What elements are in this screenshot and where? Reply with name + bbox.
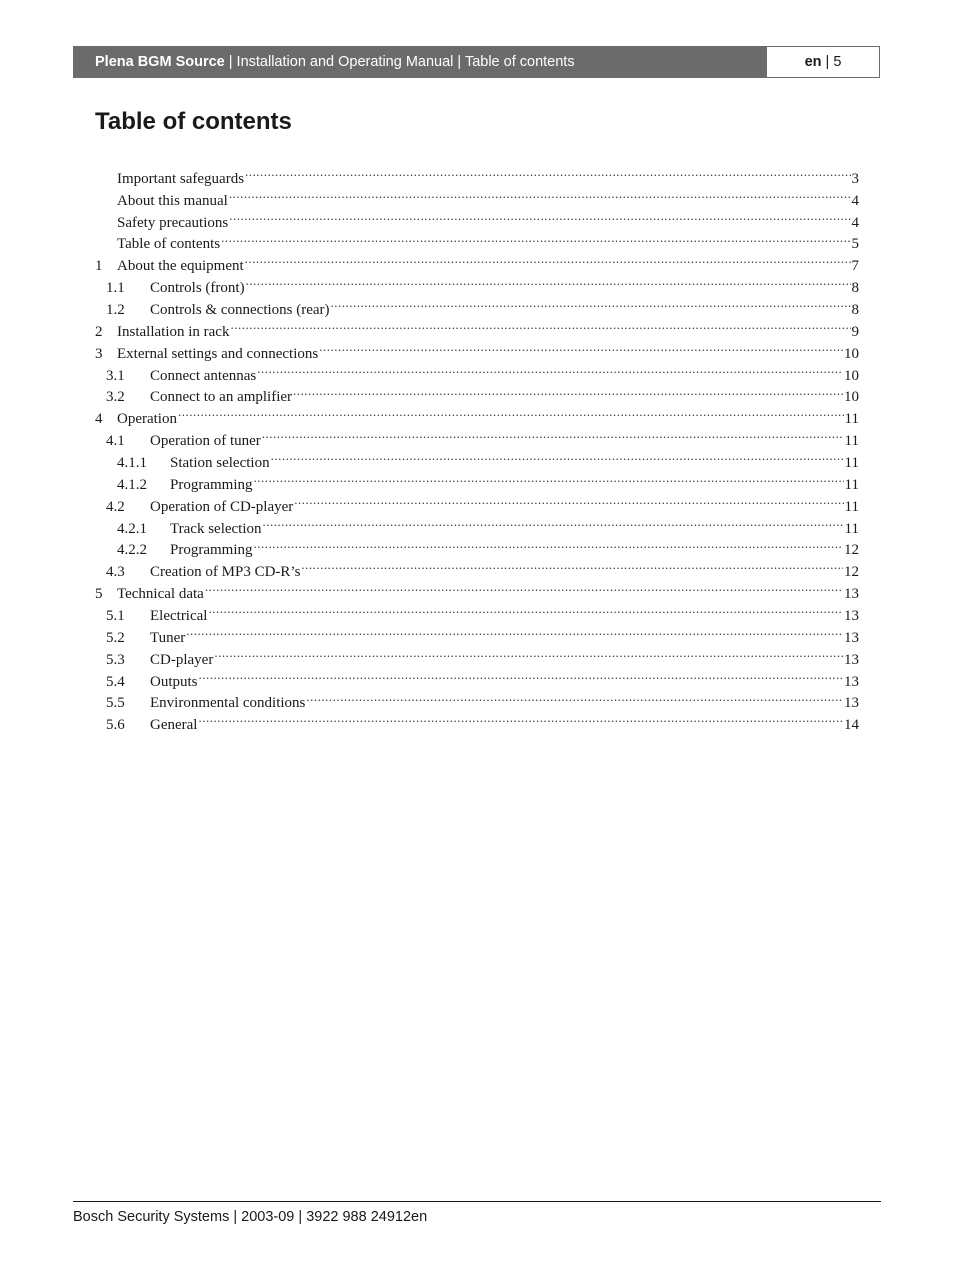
toc-entry-title: Technical data — [117, 586, 204, 603]
toc-entry-title: Operation — [117, 411, 177, 428]
toc-entry-number: 5 — [95, 586, 103, 603]
toc-entry-title: External settings and connections — [117, 345, 319, 362]
toc-dot-leader — [198, 707, 843, 729]
toc-entry-number: 4.1 — [106, 433, 125, 450]
toc-entry-page: 3 — [851, 170, 859, 187]
toc-dot-leader — [294, 489, 843, 511]
toc-dot-leader — [319, 336, 843, 358]
toc-dot-leader — [301, 554, 843, 576]
toc-dot-leader — [186, 620, 843, 642]
toc-entry-number: 4.2 — [106, 498, 125, 515]
toc-entry-title: Tuner — [150, 629, 186, 646]
toc-entry-number: 4.1.1 — [117, 455, 147, 472]
toc-entry-page: 11 — [844, 455, 859, 472]
toc-entry[interactable] — [95, 620, 859, 646]
toc-entry-number: 4.3 — [106, 564, 125, 581]
toc-entry-title: Programming — [170, 476, 253, 493]
toc-entry-title: Electrical — [150, 608, 208, 625]
toc-entry-page: 10 — [844, 367, 859, 384]
toc-entry-page: 13 — [844, 673, 859, 690]
toc-entry[interactable] — [95, 423, 859, 450]
toc-entry-number: 3.1 — [106, 367, 125, 384]
toc-entry-title: Controls & connections (rear) — [150, 302, 330, 319]
toc-entry-page: 10 — [844, 389, 859, 406]
toc-dot-leader — [263, 511, 844, 533]
toc-entry-title: Installation in rack — [117, 323, 230, 340]
toc-entry-page: 4 — [851, 192, 859, 209]
toc-entry-page: 13 — [844, 695, 859, 712]
toc-entry-number: 5.2 — [106, 629, 125, 646]
toc-entry-title: Controls (front) — [150, 280, 245, 297]
toc-dot-leader — [246, 270, 851, 292]
toc-entry-page: 14 — [844, 717, 859, 734]
toc-entry-title: Programming — [170, 542, 253, 559]
header-subtitle: | Installation and Operating Manual | Table of contents — [224, 54, 575, 70]
toc-dot-leader — [245, 161, 850, 183]
toc-entry-page: 13 — [844, 586, 859, 603]
toc-entry-title: Outputs — [150, 673, 198, 690]
toc-dot-leader — [214, 642, 843, 664]
toc-entry-page: 11 — [844, 411, 859, 428]
toc-dot-leader — [221, 227, 850, 249]
toc-entry-page: 13 — [844, 629, 859, 646]
toc-dot-leader — [331, 292, 851, 314]
toc-entry-page: 13 — [844, 651, 859, 668]
toc-entry[interactable] — [95, 642, 859, 668]
toc-entry-title: Track selection — [170, 520, 262, 537]
table-of-contents — [95, 161, 859, 734]
toc-entry-page: 10 — [844, 345, 859, 362]
toc-dot-leader — [254, 467, 844, 489]
toc-entry-page: 13 — [844, 608, 859, 625]
toc-dot-leader — [199, 664, 843, 686]
toc-entry-title: Environmental conditions — [150, 695, 306, 712]
toc-entry-page: 12 — [844, 542, 859, 559]
toc-dot-leader — [262, 423, 844, 445]
toc-dot-leader — [229, 205, 850, 227]
toc-dot-leader — [293, 380, 843, 402]
toc-entry-number: 3 — [95, 345, 103, 362]
toc-dot-leader — [208, 598, 843, 620]
toc-entry[interactable] — [95, 576, 859, 603]
toc-entry-number: 4.2.2 — [117, 542, 147, 559]
toc-entry-page: 9 — [851, 323, 859, 340]
header-page-number: | 5 — [821, 54, 842, 70]
toc-entry-number: 1 — [95, 258, 103, 275]
toc-entry-page: 11 — [844, 433, 859, 450]
toc-entry-number: 5.3 — [106, 651, 125, 668]
toc-dot-leader — [254, 533, 844, 555]
toc-entry-title: General — [150, 717, 198, 734]
toc-entry-title: Operation of CD-player — [150, 498, 294, 515]
toc-entry-number: 4 — [95, 411, 103, 428]
toc-entry[interactable] — [95, 707, 859, 734]
toc-dot-leader — [178, 401, 844, 423]
toc-entry-number: 1.1 — [106, 280, 125, 297]
toc-entry-title: Connect to an amplifier — [150, 389, 293, 406]
toc-entry-number: 2 — [95, 323, 103, 340]
toc-entry-title: About the equipment — [117, 258, 244, 275]
toc-entry-number: 5.5 — [106, 695, 125, 712]
toc-entry-number: 5.1 — [106, 608, 125, 625]
toc-entry-number: 1.2 — [106, 302, 125, 319]
toc-entry-title: CD-player — [150, 651, 214, 668]
toc-entry-page: 4 — [851, 214, 859, 231]
toc-entry-number: 5.6 — [106, 717, 125, 734]
toc-entry-page: 7 — [851, 258, 859, 275]
header-title-block — [73, 46, 766, 78]
toc-entry[interactable] — [95, 161, 859, 187]
toc-dot-leader — [257, 358, 843, 380]
toc-entry-number: 4.1.2 — [117, 476, 147, 493]
toc-entry-page: 11 — [844, 476, 859, 493]
toc-dot-leader — [230, 314, 850, 336]
toc-entry-title: Important safeguards — [117, 170, 245, 187]
toc-entry-page: 8 — [851, 302, 859, 319]
toc-entry-title: Safety precautions — [117, 214, 229, 231]
toc-dot-leader — [229, 183, 851, 205]
toc-entry-title: Connect antennas — [150, 367, 257, 384]
toc-entry-number: 4.2.1 — [117, 520, 147, 537]
header-page-block — [766, 46, 880, 78]
toc-dot-leader — [306, 686, 843, 708]
toc-dot-leader — [205, 576, 843, 598]
toc-entry-title: Station selection — [170, 455, 270, 472]
page-title: Table of contents — [95, 108, 292, 135]
toc-entry-number: 3.2 — [106, 389, 125, 406]
toc-entry[interactable] — [95, 664, 859, 690]
toc-entry[interactable] — [95, 686, 859, 712]
toc-dot-leader — [245, 248, 851, 270]
toc-dot-leader — [271, 445, 844, 467]
toc-entry-page: 11 — [844, 520, 859, 537]
toc-entry-title: Operation of tuner — [150, 433, 261, 450]
toc-entry-title: Creation of MP3 CD-R’s — [150, 564, 301, 581]
running-header — [73, 46, 880, 78]
header-language: en — [804, 54, 822, 70]
toc-entry-title: About this manual — [117, 192, 228, 209]
toc-entry[interactable] — [95, 401, 859, 428]
toc-entry-number: 5.4 — [106, 673, 125, 690]
toc-entry-page: 5 — [851, 236, 859, 253]
toc-entry-page: 12 — [844, 564, 859, 581]
header-product: Plena BGM Source — [95, 54, 225, 70]
footer-imprint: Bosch Security Systems | 2003-09 | 3922 988 24912en — [73, 1209, 428, 1225]
toc-entry-page: 11 — [844, 498, 859, 515]
toc-entry[interactable] — [95, 598, 859, 625]
toc-entry-page: 8 — [851, 280, 859, 297]
toc-entry-title: Table of contents — [117, 236, 221, 253]
footer-divider — [73, 1201, 881, 1202]
